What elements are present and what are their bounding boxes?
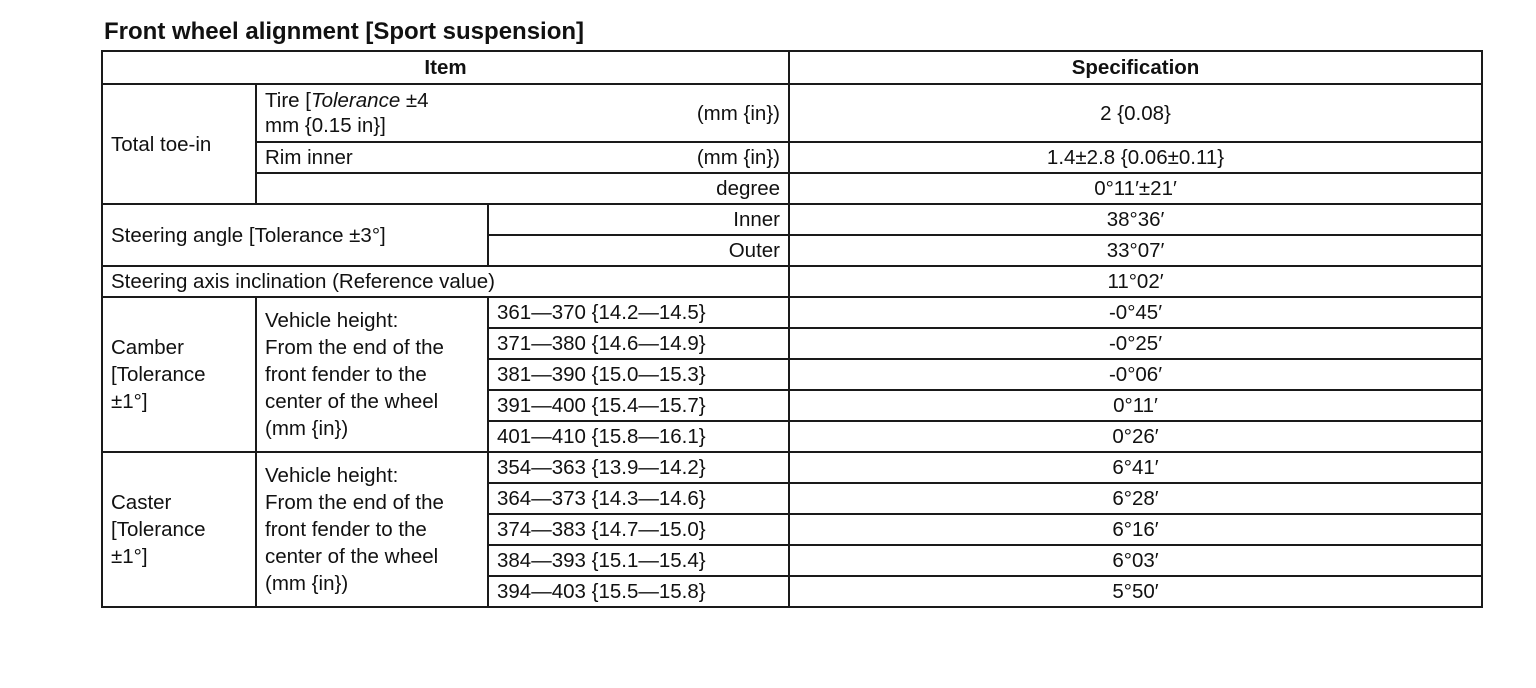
- caster-label: [102, 452, 256, 607]
- camber-value: 0°11′: [789, 390, 1482, 421]
- page-title: Front wheel alignment [Sport suspension]: [104, 18, 585, 45]
- steering-outer-value: 33°07′: [789, 235, 1482, 266]
- rim-inner-cell: [256, 142, 789, 173]
- table-row: [102, 142, 1482, 173]
- caster-range: 384—393 {15.1—15.4}: [488, 545, 789, 576]
- table-row: [102, 204, 1482, 235]
- caster-range: 354—363 {13.9—14.2}: [488, 452, 789, 483]
- table-row: [102, 173, 1482, 204]
- camber-height-line2: From the end of the: [265, 336, 444, 359]
- tire-tolerance-label: [265, 88, 429, 138]
- rim-inner-value: 1.4±2.8 {0.06±0.11}: [789, 142, 1482, 173]
- caster-value: 6°41′: [789, 452, 1482, 483]
- degree-unit: degree: [256, 173, 789, 204]
- tire-tolerance-cell: [256, 84, 789, 142]
- caster-height-line3: front fender to the: [265, 518, 427, 541]
- caster-vehicle-height-label: [256, 452, 488, 607]
- steering-angle-label: Steering angle [Tolerance ±3°]: [102, 204, 488, 266]
- caster-range: 394—403 {15.5—15.8}: [488, 576, 789, 607]
- rim-inner-label: Rim inner: [265, 146, 353, 169]
- camber-value: -0°25′: [789, 328, 1482, 359]
- camber-value: 0°26′: [789, 421, 1482, 452]
- camber-range: 401—410 {15.8—16.1}: [488, 421, 789, 452]
- camber-range: 371—380 {14.6—14.9}: [488, 328, 789, 359]
- tire-toe-value: 2 {0.08}: [789, 84, 1482, 142]
- caster-label-line3: ±1°]: [111, 545, 148, 568]
- steering-inner-label: Inner: [488, 204, 789, 235]
- camber-label: [102, 297, 256, 452]
- tire-label-tolerance: Tolerance: [310, 89, 401, 112]
- axis-inclination-value: 11°02′: [789, 266, 1482, 297]
- table-row: [102, 452, 1482, 483]
- caster-label-line2: [Tolerance: [111, 518, 206, 541]
- tire-label-line2: mm {0.15 in}]: [265, 114, 386, 137]
- caster-label-line1: Caster: [111, 491, 172, 514]
- steering-inner-value: 38°36′: [789, 204, 1482, 235]
- caster-value: 6°16′: [789, 514, 1482, 545]
- steering-outer-label: Outer: [488, 235, 789, 266]
- caster-height-line2: From the end of the: [265, 491, 444, 514]
- table-header-row: [102, 51, 1482, 84]
- caster-value: 6°28′: [789, 483, 1482, 514]
- axis-inclination-label: Steering axis inclination (Reference value): [102, 266, 789, 297]
- camber-value: -0°06′: [789, 359, 1482, 390]
- caster-range: 364—373 {14.3—14.6}: [488, 483, 789, 514]
- item-column-header: Item: [102, 51, 789, 84]
- caster-value: 6°03′: [789, 545, 1482, 576]
- camber-label-line1: Camber: [111, 336, 184, 359]
- camber-label-line2: [Tolerance: [111, 363, 206, 386]
- table-row: [102, 266, 1482, 297]
- camber-label-line3: ±1°]: [111, 390, 148, 413]
- camber-vehicle-height-label: [256, 297, 488, 452]
- specification-column-header: Specification: [789, 51, 1482, 84]
- total-toe-in-label: Total toe-in: [102, 84, 256, 204]
- rim-inner-unit: (mm {in}): [696, 146, 781, 169]
- caster-range: 374—383 {14.7—15.0}: [488, 514, 789, 545]
- table-row: [102, 84, 1482, 142]
- camber-height-line3: front fender to the: [265, 363, 427, 386]
- caster-height-line4: center of the wheel: [265, 545, 439, 568]
- tire-unit: (mm {in}): [696, 101, 781, 125]
- tire-label-prefix: Tire [: [265, 89, 311, 112]
- camber-range: 381—390 {15.0—15.3}: [488, 359, 789, 390]
- camber-height-line5: (mm {in}): [265, 417, 349, 440]
- degree-value: 0°11′±21′: [789, 173, 1482, 204]
- camber-range: 361—370 {14.2—14.5}: [488, 297, 789, 328]
- camber-range: 391—400 {15.4—15.7}: [488, 390, 789, 421]
- caster-height-line1: Vehicle height:: [265, 464, 399, 487]
- table-row: [102, 297, 1482, 328]
- tire-label-value: ±4: [400, 89, 429, 112]
- caster-height-line5: (mm {in}): [265, 572, 349, 595]
- camber-height-line1: Vehicle height:: [265, 309, 399, 332]
- camber-height-line4: center of the wheel: [265, 390, 439, 413]
- alignment-spec-table: [101, 50, 1483, 608]
- camber-value: -0°45′: [789, 297, 1482, 328]
- caster-value: 5°50′: [789, 576, 1482, 607]
